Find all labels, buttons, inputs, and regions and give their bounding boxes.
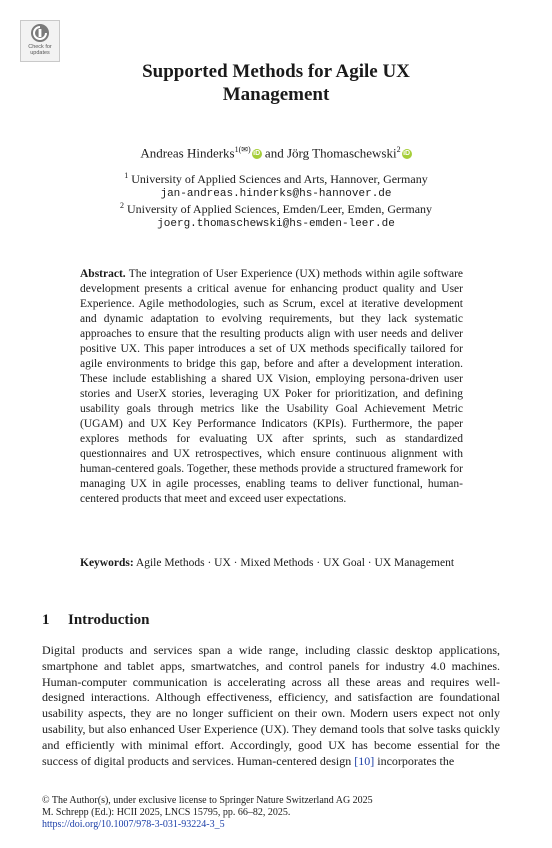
badge-line1: Check for [28,44,52,50]
badge-text [21,44,59,56]
paper-title-line1: Supported Methods for Agile UX [142,61,410,82]
badge-line2: updates [30,50,50,56]
affiliation-name: University of Applied Sciences, Emden/Leer, Emden, Germany [126,202,433,216]
paper-title [60,60,492,106]
check-for-updates-badge[interactable] [20,20,60,62]
body-text-before: Digital products and services span a wide range, including classic desktop applications, smartphone and tablet apps, smartwatches, and control panels for industry 4.0 machines. Human-computer communication is accelerating across all these areas and requires well-designed interactions. Although effectiveness, efficiency, and satisfaction are foundational usability aspects, they are no longer sufficient on their own. Modern users expect not only usability, but also enhanced User Experience (UX). They demand tools that solve tasks quickly and efficiently with minimal effort. Accordingly, good UX has become essential for the success of digital products and services. Human-centered design [42,643,500,768]
check-for-updates-icon [30,23,50,43]
author-superscript: 2 [396,145,401,154]
author-list [60,142,492,161]
section-heading [42,611,149,629]
doi-link[interactable]: https://doi.org/10.1007/978-3-031-93224-3_5 [42,819,225,830]
orcid-icon[interactable]: iD [253,150,261,158]
keywords-label: Keywords: [80,557,134,569]
affiliation-email[interactable]: jan-andreas.hinderks@hs-hannover.de [160,188,392,200]
section-title: Introduction [68,612,150,628]
affiliation [60,168,492,202]
abstract [80,267,463,507]
author-name: Andreas Hinderks [140,145,235,161]
envelope-icon: ✉ [241,145,248,154]
affiliation [60,198,492,232]
author-superscript: 1(✉) [234,145,251,154]
keywords-text: Agile Methods · UX · Mixed Methods · UX Goal · UX Management [135,557,455,569]
citation-link[interactable]: [10] [354,753,375,768]
footer [42,795,512,831]
affiliation-email[interactable]: joerg.thomaschewski@hs-emden-leer.de [157,218,395,230]
affiliation-number: 1 [124,171,129,180]
keywords [80,556,463,571]
abstract-label: Abstract. [80,268,126,280]
author-name: Jörg Thomaschewski [286,145,397,161]
affiliation-number: 2 [119,201,124,210]
footer-license: © The Author(s), under exclusive license to Springer Nature Switzerland AG 2025 [42,795,373,806]
author-connector: and [264,145,284,161]
body-paragraph [42,643,500,769]
body-text-after: incorporates the [374,753,455,768]
affiliation-name: University of Applied Sciences and Arts, Hannover, Germany [131,172,428,186]
paper-title-line2: Management [222,84,330,105]
footer-editor: M. Schrepp (Ed.): HCII 2025, LNCS 15795, pp. 66–82, 2025. [42,807,291,818]
section-number: 1 [42,612,50,628]
orcid-icon[interactable]: iD [403,150,411,158]
abstract-text: The integration of User Experience (UX) methods within agile software development presents a critical avenue for enhancing product quality and User Experience. Agile methodologies, such as Scrum, excel at iterative development and dynamic adaptation to evolving requirements, but they lack systematic approaches to ensure that the resulting products align with user needs and deliver positive UX. This paper introduces a set of UX methods specifically tailored for agile environments to bridge this gap, before and after a development interation. These include establishing a shared UX Vision, employing persona-driven user stories and UserX stories, leveraging UX Poker for prioritization, and defining usability goals through metrics like the Usability Goal Achievement Metric (UGAM) and UX Key Performance Indicators (KPIs). Furthermore, the paper explores methods for evaluating UX after sprints, such as standardized questionnaires and UX retrospectives, which ensure continuous alignment with human-centered goals. Together, these methods provide a structured framework for managing UX in agile processes, enabling teams to deliver functional, human-centered products that meet and exceed user expectations. [80,268,464,505]
